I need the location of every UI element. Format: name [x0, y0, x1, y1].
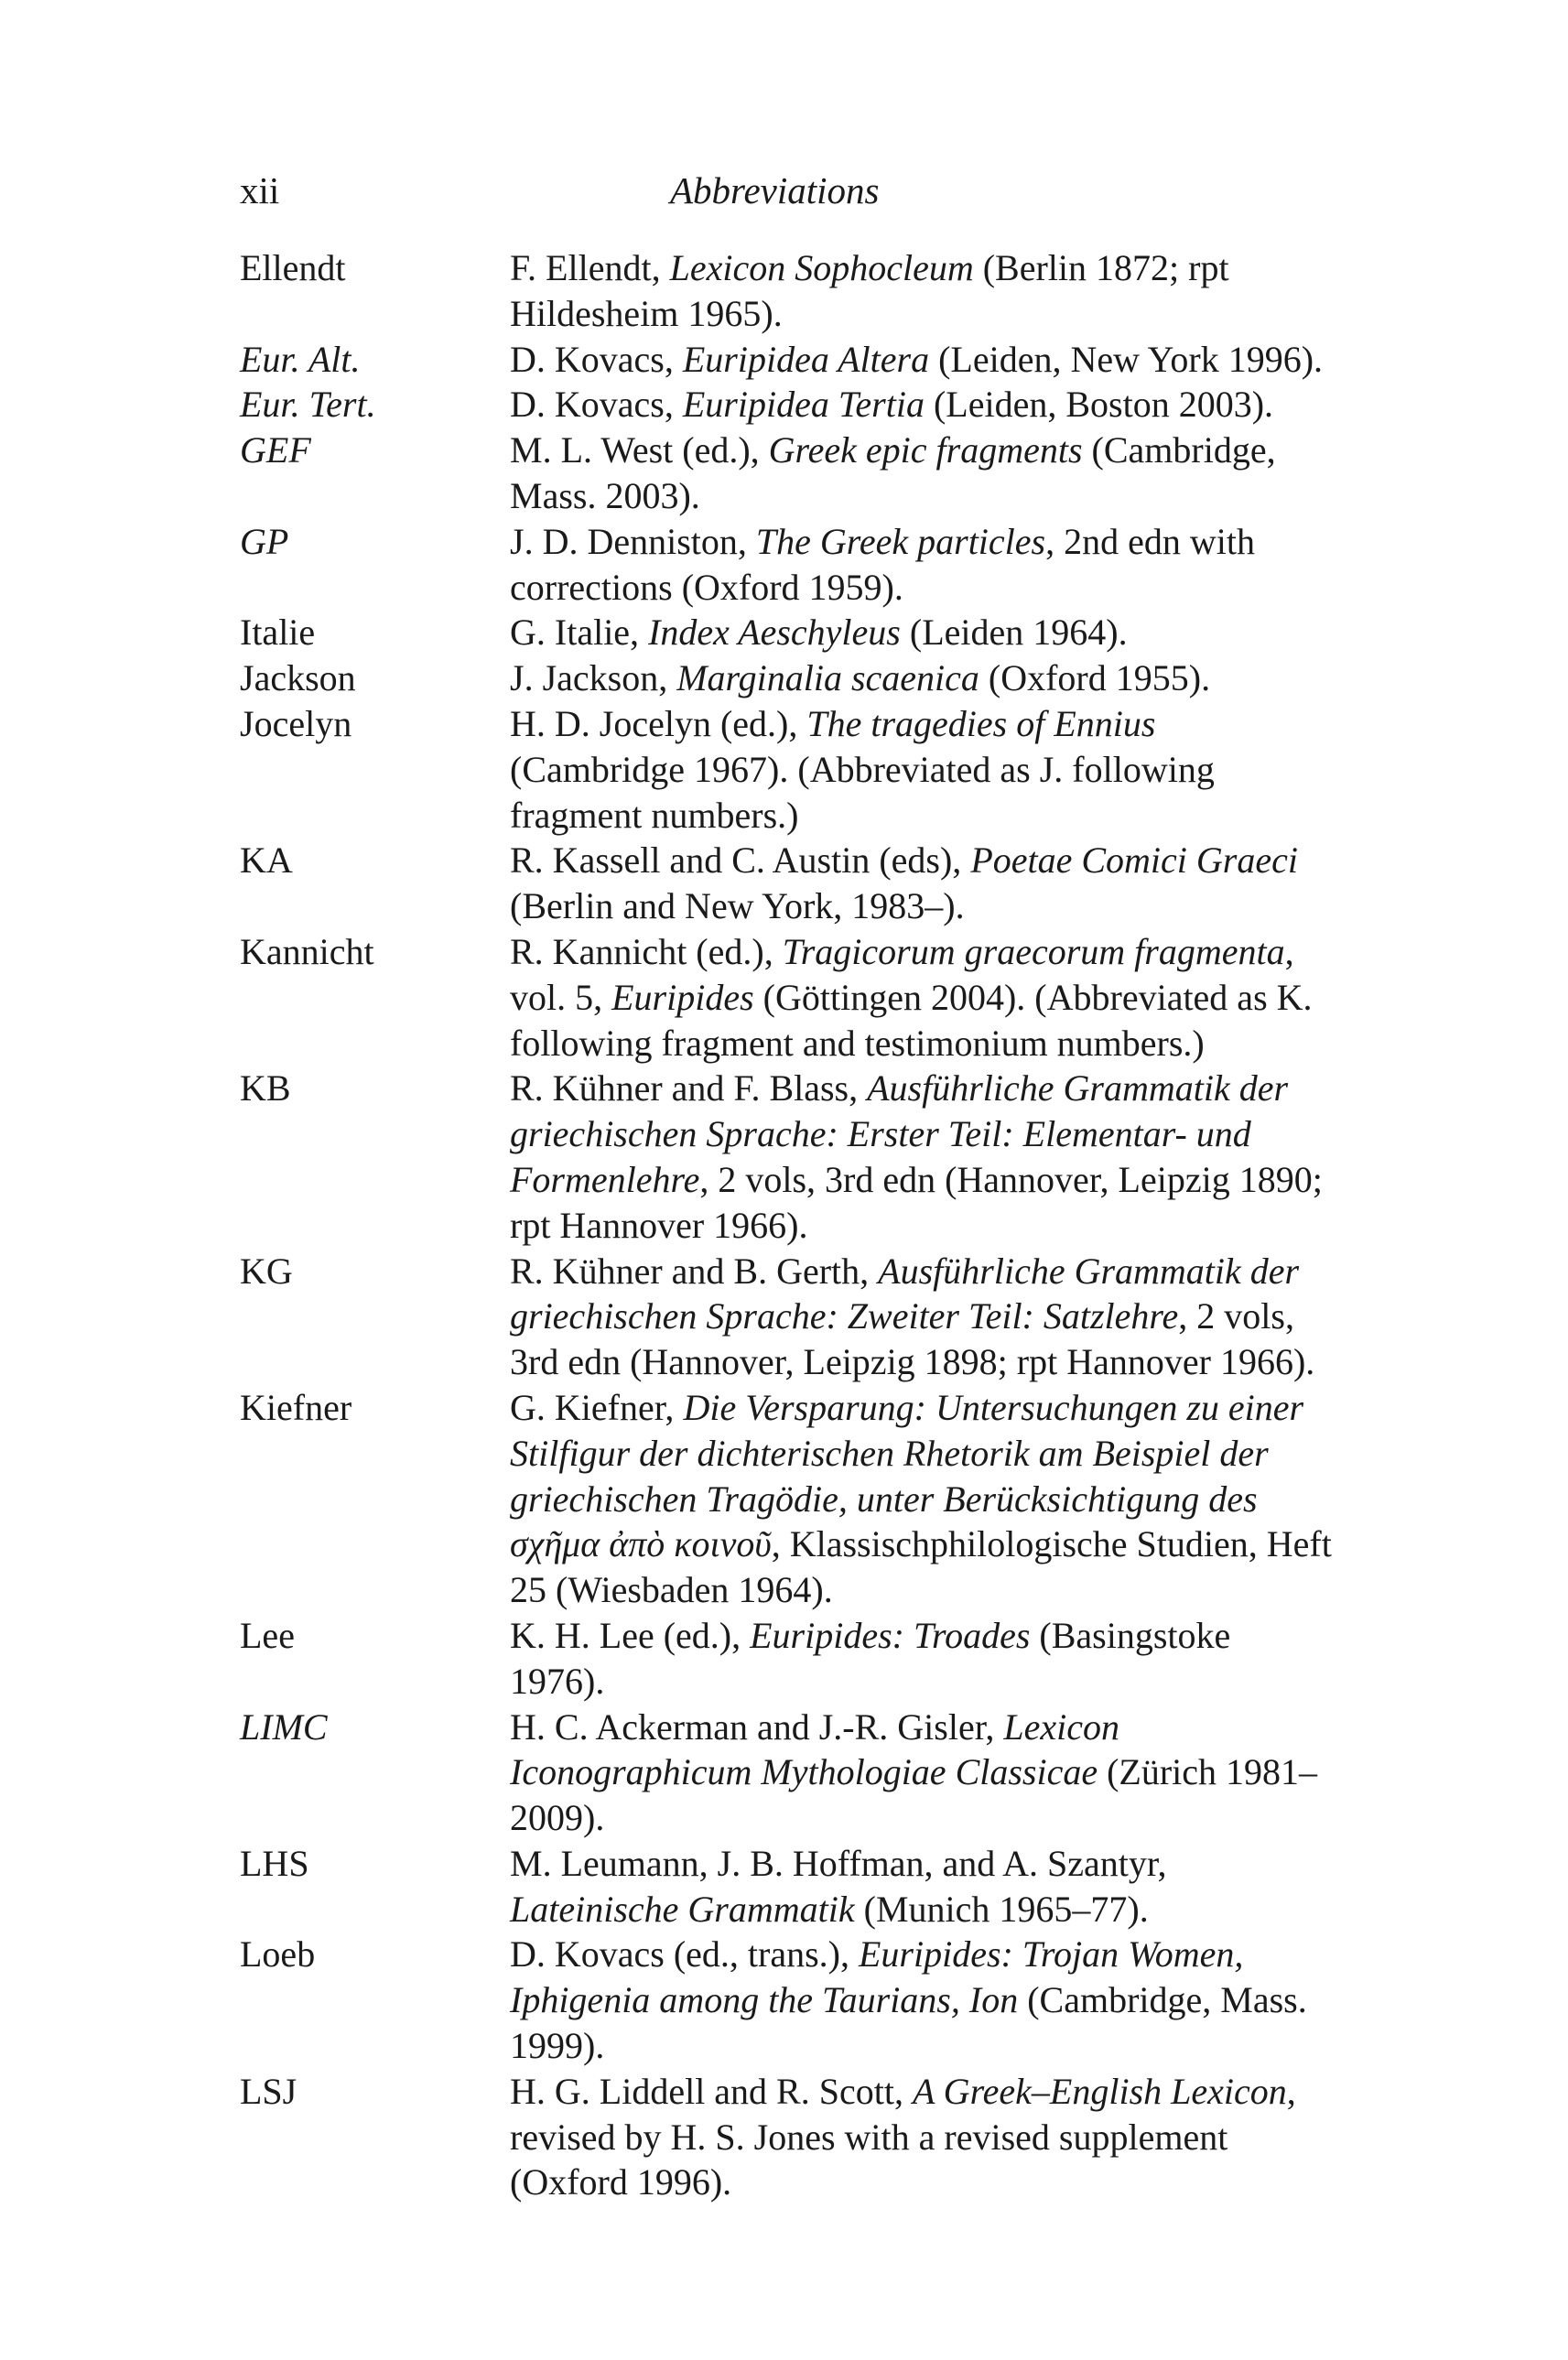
abbreviation-entry [240, 1841, 1338, 1932]
description-text: G. Kiefner, [510, 1386, 684, 1428]
abbreviation-entry [240, 1066, 1338, 1248]
italic-title-text: Poetae Comici Graeci [970, 839, 1298, 882]
description-text: D. Kovacs (ed., trans.), [510, 1933, 859, 1976]
description-text: D. Kovacs, [510, 384, 683, 426]
italic-title-text: Euripides: Trojan Women, Iphigenia among the Taurians, Ion [510, 1933, 1244, 2021]
abbreviation-entry [240, 610, 1338, 655]
italic-title-text: Index Aeschyleus [648, 612, 901, 654]
description-text: H. C. Ackerman and J.-R. Gisler, [510, 1705, 1004, 1748]
abbreviation-term: KB [240, 1067, 291, 1110]
description-text: (Cambridge, Mass. 2003). [510, 429, 1276, 516]
page-number: xii [240, 169, 280, 211]
abbreviation-description [510, 1066, 1334, 1248]
description-text: (Cambridge, Mass. 1999). [510, 1979, 1307, 2067]
abbreviation-term: Jocelyn [240, 702, 352, 744]
description-text: , 2nd edn with corrections (Oxford 1959). [510, 520, 1255, 608]
description-text: (Cambridge 1967). (Abbreviated as J. following fragment numbers.) [510, 748, 1215, 836]
abbreviation-description [510, 519, 1334, 611]
abbreviation-description [510, 337, 1334, 383]
italic-title-text: Ausführliche Grammatik der griechischen Sprache: Erster Teil: Elementar- und Formenlehre [510, 1067, 1289, 1200]
italic-title-text: A Greek–English Lexicon [912, 2070, 1287, 2112]
abbreviation-description [510, 838, 1334, 929]
description-text: (Berlin 1872; rpt Hildesheim 1965). [510, 247, 1229, 334]
abbreviation-description [510, 1613, 1334, 1705]
abbreviation-term: GEF [240, 429, 311, 471]
abbreviation-entry [240, 337, 1338, 383]
description-text: F. Ellendt, [510, 247, 670, 288]
abbreviation-description [510, 655, 1334, 701]
description-text: , 2 vols, 3rd edn (Hannover, Leipzig 1890; rpt Hannover 1966). [510, 1158, 1323, 1246]
italic-title-text: Euripidea Altera [682, 338, 930, 380]
abbreviation-term: Eur. Alt. [240, 338, 361, 380]
italic-title-text: Lexicon Sophocleum [669, 247, 974, 288]
italic-title-text: Euripidea Tertia [682, 384, 925, 426]
italic-title-text: The tragedies of Ennius [806, 702, 1156, 744]
abbreviation-term: LIMC [240, 1705, 328, 1748]
abbreviation-term: Italie [240, 612, 316, 654]
abbreviation-description [510, 1249, 1334, 1385]
abbreviation-description [510, 1705, 1334, 1841]
abbreviations-list [240, 245, 1338, 2205]
description-text: R. Kühner and B. Gerth, [510, 1250, 879, 1292]
description-text: (Munich 1965–77). [854, 1888, 1149, 1930]
abbreviation-description [510, 929, 1334, 1066]
abbreviation-entry [240, 1932, 1338, 2068]
italic-title-text: Die Versparung: Untersuchungen zu einer Stilfigur der dichterischen Rhetorik am Beispiel der griechischen Tragödie, unter Berücksichtigung des σχῆμα ἀπὸ κοινοῦ [510, 1386, 1304, 1565]
abbreviation-term: Jackson [240, 657, 356, 699]
abbreviation-term: KA [240, 839, 293, 882]
description-text: R. Kühner and F. Blass, [510, 1067, 868, 1110]
description-text: (Göttingen 2004). (Abbreviated as K. following fragment and testimonium numbers.) [510, 976, 1313, 1064]
abbreviation-entry [240, 701, 1338, 838]
abbreviation-term: Loeb [240, 1933, 316, 1976]
abbreviation-entry [240, 838, 1338, 929]
italic-title-text: Ausführliche Grammatik der griechischen Sprache: Zweiter Teil: Satzlehre [510, 1250, 1300, 1337]
abbreviation-description [510, 610, 1334, 655]
italic-title-text: The Greek particles [755, 520, 1046, 562]
description-text: G. Italie, [510, 612, 649, 654]
running-head [240, 168, 1329, 223]
abbreviation-description [510, 1385, 1334, 1613]
italic-title-text: Marginalia scaenica [676, 657, 979, 699]
abbreviation-term: LSJ [240, 2070, 297, 2112]
description-text: R. Kassell and C. Austin (eds), [510, 839, 971, 882]
abbreviation-term: Ellendt [240, 247, 346, 288]
abbreviation-entry [240, 1249, 1338, 1385]
abbreviation-entry [240, 929, 1338, 1066]
italic-title-text: Greek epic fragments [768, 429, 1083, 471]
abbreviation-term: Lee [240, 1614, 295, 1656]
abbreviation-term: Kannicht [240, 930, 374, 972]
italic-title-text: Euripides [611, 976, 754, 1018]
description-text: , vol. 5, [510, 930, 1294, 1018]
abbreviation-term: Kiefner [240, 1386, 352, 1428]
abbreviation-entry [240, 1385, 1338, 1613]
abbreviation-entry [240, 2069, 1338, 2205]
description-text: , revised by H. S. Jones with a revised supplement (Oxford 1996). [510, 2070, 1296, 2203]
description-text: (Zürich 1981–2009). [510, 1751, 1318, 1839]
description-text: M. Leumann, J. B. Hoffman, and A. Szantyr, [510, 1842, 1167, 1884]
abbreviation-description [510, 382, 1334, 428]
italic-title-text: Euripides: Troades [750, 1614, 1031, 1656]
abbreviation-entry [240, 519, 1338, 611]
italic-title-text: Lateinische Grammatik [510, 1888, 855, 1930]
abbreviation-entry [240, 428, 1338, 519]
abbreviation-entry [240, 1705, 1338, 1841]
description-text: J. D. Denniston, [510, 520, 756, 562]
abbreviation-description [510, 1841, 1334, 1932]
description-text: D. Kovacs, [510, 338, 683, 380]
description-text: (Oxford 1955). [979, 657, 1211, 699]
description-text: J. Jackson, [510, 657, 677, 699]
running-title: Abbreviations [670, 169, 880, 211]
italic-title-text: Lexicon Iconographicum Mythologiae Classicae [510, 1705, 1120, 1793]
abbreviation-description [510, 1932, 1334, 2068]
description-text: H. G. Liddell and R. Scott, [510, 2070, 913, 2112]
description-text: (Leiden 1964). [900, 612, 1128, 654]
abbreviation-term: KG [240, 1250, 293, 1292]
description-text: R. Kannicht (ed.), [510, 930, 783, 972]
description-text: , 2 vols, 3rd edn (Hannover, Leipzig 1898; rpt Hannover 1966). [510, 1295, 1315, 1383]
abbreviation-description [510, 2069, 1334, 2205]
abbreviation-entry [240, 655, 1338, 701]
abbreviation-description [510, 701, 1334, 838]
description-text: , Klassischphilologische Studien, Heft 25 (Wiesbaden 1964). [510, 1523, 1332, 1611]
description-text: (Leiden, New York 1996). [929, 338, 1324, 380]
description-text: (Berlin and New York, 1983–). [510, 885, 965, 927]
abbreviation-description [510, 428, 1334, 519]
description-text: H. D. Jocelyn (ed.), [510, 702, 807, 744]
abbreviation-entry [240, 245, 1338, 337]
abbreviation-entry [240, 1613, 1338, 1705]
abbreviation-term: GP [240, 520, 289, 562]
abbreviation-term: LHS [240, 1842, 309, 1884]
italic-title-text: Tragicorum graecorum fragmenta [782, 930, 1285, 972]
description-text: K. H. Lee (ed.), [510, 1614, 751, 1656]
abbreviation-description [510, 245, 1334, 337]
description-text: M. L. West (ed.), [510, 429, 769, 471]
abbreviation-entry [240, 382, 1338, 428]
abbreviation-term: Eur. Tert. [240, 384, 376, 426]
description-text: (Basingstoke 1976). [510, 1614, 1231, 1702]
description-text: (Leiden, Boston 2003). [924, 384, 1274, 426]
